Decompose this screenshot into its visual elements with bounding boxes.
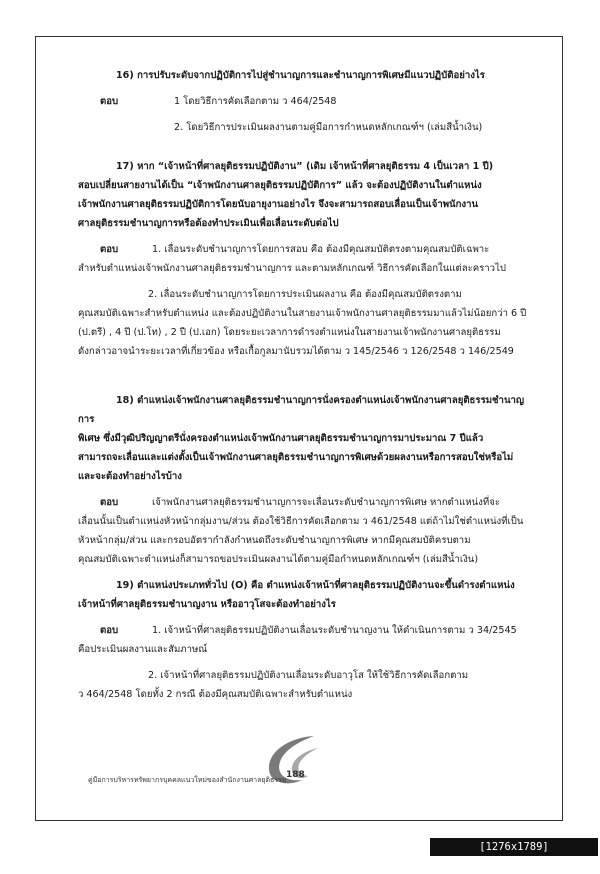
answer-19-item-1: ตอบ 1. เจ้าหน้าที่ศาลยุติธรรมปฏิบัติงานเลื่อนระดับชำนาญงาน ให้ดำเนินการตาม ว 34/2545 <box>78 621 533 640</box>
question-18 <box>78 391 533 486</box>
document-body <box>78 66 533 704</box>
answer-16-row-2 <box>78 118 533 137</box>
answer-17-item-2: 2. เลื่อนระดับชำนาญการโดยการประเมินผลงาน คือ ต้องมีคุณสมบัติตรงตาม <box>148 289 462 300</box>
footer-title: คู่มือการบริหารทรัพยากรบุคคลแนวใหม่ของสำนักงานศาลยุติธรรม <box>88 776 287 784</box>
answer-19-item-2: 2. เจ้าหน้าที่ศาลยุติธรรมปฏิบัติงานเลื่อนระดับอาวุโส ให้ใช้วิธีการคัดเลือกตาม <box>148 670 469 681</box>
question-16: 16) การปรับระดับจากปฏิบัติการไปสู่ชำนาญการและชำนาญการพิเศษมีแนวปฏิบัติอย่างไร <box>116 70 485 81</box>
answer-label: ตอบ <box>100 625 119 636</box>
question-18-line: พิเศษ ซึ่งมีวุฒิปริญญาตรีนั่งครองตำแหน่งเจ้าพนักงานศาลยุติธรรมชำนาญการมาประมาณ 7 ปีแล้ว <box>78 433 484 444</box>
page-number: 188 <box>286 770 305 780</box>
answer-18-line: เลื่อนนั้นเป็นตำแหน่งหัวหน้ากลุ่มงาน/ส่วน ต้องใช้วิธีการคัดเลือกตาม ว 461/2548 แต่ถ้าไม่ใช่ตำแหน่งที่เป็น <box>78 516 524 527</box>
question-17-line: ศาลยุติธรรมชำนาญการหรือต้องทำประเมินเพื่อเลื่อนระดับต่อไป <box>78 218 339 229</box>
answer-19-line: คือประเมินผลงานและสัมภาษณ์ <box>78 644 208 655</box>
page-footer <box>88 768 508 788</box>
question-19-line: 19) ตำแหน่งประเภททั่วไป (O) คือ ตำแหน่งเจ้าหน้าที่ศาลยุติธรรมปฏิบัติงานจะขึ้นดำรงตำแหน่ง <box>116 580 515 591</box>
answer-17-line: คุณสมบัติเฉพาะสำหรับตำแหน่ง และต้องปฏิบัติงานในสายงานเจ้าพนักงานศาลยุติธรรมมาแล้วไม่น้อยกว่า 6 ปี <box>78 308 527 319</box>
question-18-line: 18) ตำแหน่งเจ้าพนักงานศาลยุติธรรมชำนาญการนั่งครองตำแหน่งเจ้าพนักงานศาลยุติธรรมชำนาญการ <box>78 395 525 425</box>
question-19-line: เจ้าหน้าที่ศาลยุติธรรมชำนาญงาน หรืออาวุโสจะต้องทำอย่างไร <box>78 599 336 610</box>
answer-17-line: (ป.ตรี) , 4 ปี (ป.โท) , 2 ปี (ป.เอก) โดยระยะเวลาการดำรงตำแหน่งในสายงานเจ้าพนักงานศาลยุติธรรม <box>78 327 501 338</box>
answer-18-line: หัวหน้ากลุ่ม/ส่วน และกรอบอัตรากำลังกำหนดถึงระดับชำนาญการพิเศษ หากมีคุณสมบัติครบตาม <box>78 535 471 546</box>
answer-18-line: คุณสมบัติเฉพาะตำแหน่งก็สามารถขอประเมินผลงานได้ตามคู่มือกำหนดหลักเกณฑ์ฯ (เล่มสีน้ำเงิน) <box>78 554 479 565</box>
image-size-watermark: [1276x1789] https://upic.me/ <box>430 838 598 856</box>
answer-16-item-1: 1 โดยวิธีการคัดเลือกตาม ว 464/2548 <box>174 96 337 107</box>
answer-label: ตอบ <box>100 96 119 107</box>
question-19 <box>78 576 533 614</box>
answer-16-item-2: 2. โดยวิธีการประเมินผลงานตามคู่มือการกำหนดหลักเกณฑ์ฯ (เล่มสีน้ำเงิน) <box>174 122 483 133</box>
answer-18: ตอบ เจ้าพนักงานศาลยุติธรรมชำนาญการจะเลื่อนระดับชำนาญการพิเศษ หากตำแหน่งที่จะ <box>78 493 533 512</box>
answer-16-row-1 <box>78 92 533 111</box>
question-17-line: 17) หาก “เจ้าหน้าที่ศาลยุติธรรมปฏิบัติงาน” (เดิม เจ้าหน้าที่ศาลยุติธรรม 4 เป็นเวลา 1 ปี) <box>116 161 494 172</box>
answer-17-line: สำหรับตำแหน่งเจ้าพนักงานศาลยุติธรรมชำนาญการ และตามหลักเกณฑ์ วิธีการคัดเลือกในแต่ละคราวไป <box>78 263 506 274</box>
question-17-line: สอบเปลี่ยนสายงานได้เป็น “เจ้าพนักงานศาลยุติธรรมปฏิบัติการ” แล้ว จะต้องปฏิบัติงานในตำแหน่ง <box>78 180 482 191</box>
question-18-line: สามารถจะเลื่อนและแต่งตั้งเป็นเจ้าพนักงานศาลยุติธรรมชำนาญการพิเศษด้วยผลงานหรือการสอบใช่หรือไม่ <box>78 452 514 463</box>
answer-17-item-1: ตอบ 1. เลื่อนระดับชำนาญการโดยการสอบ คือ ต้องมีคุณสมบัติตรงตามคุณสมบัติเฉพาะ <box>78 240 533 259</box>
question-17-line: เจ้าพนักงานศาลยุติธรรมปฏิบัติการโดยนับอายุงานอย่างไร จึงจะสามารถสอบเลื่อนเป็นเจ้าพนักงาน <box>78 199 479 210</box>
answer-19-line: ว 464/2548 โดยทั้ง 2 กรณี ต้องมีคุณสมบัติเฉพาะสำหรับตำแหน่ง <box>78 689 353 700</box>
question-18-line: และจะต้องทำอย่างไรบ้าง <box>78 471 182 482</box>
answer-label: ตอบ <box>100 497 119 508</box>
answer-label: ตอบ <box>100 244 119 255</box>
answer-17-line: ดังกล่าวอาจนำระยะเวลาที่เกี่ยวข้อง หรือเกื้อกูลมานับรวมได้ตาม ว 145/2546 ว 126/2548 ว 146/2549 <box>78 346 514 357</box>
question-17 <box>78 157 533 233</box>
